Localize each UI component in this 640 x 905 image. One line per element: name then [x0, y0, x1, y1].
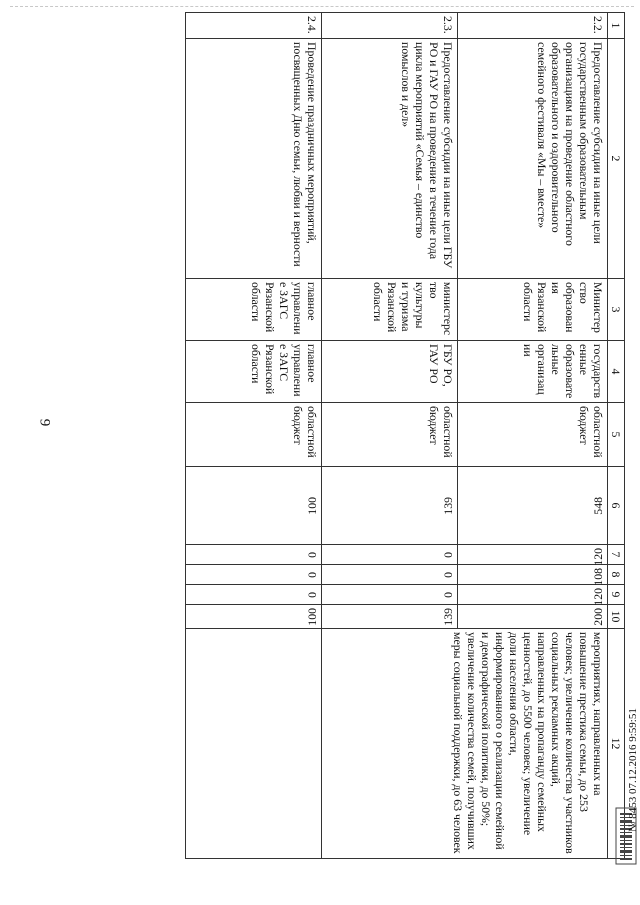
document-registration-footer: № 8453 07.12.2016 9:59:51: [627, 708, 639, 832]
program-table: [185, 12, 625, 859]
header-cell: 2: [608, 39, 625, 279]
row-year3-value: 0: [305, 591, 319, 598]
row-year2: [322, 565, 458, 585]
row-executor: главное управление ЗАГС Рязанской области: [186, 279, 322, 341]
header-cell: 6: [608, 467, 625, 545]
table-row: [458, 13, 608, 859]
row-description: Проведение праздничных мероприятий, посвященных Дню семьи, любви и верности: [186, 39, 322, 279]
row-year2: [458, 565, 608, 585]
row-year3: [458, 585, 608, 605]
row-indicator: [186, 629, 322, 859]
table-row: [186, 13, 322, 859]
row-source: областной бюджет: [186, 403, 322, 467]
row-year1: [186, 545, 322, 565]
row-year1-value: 120: [591, 548, 605, 566]
top-dashed-rule: [10, 6, 634, 7]
row-number: 2.3.: [322, 13, 458, 39]
page-number: 9: [36, 418, 53, 427]
row-year1-value: 0: [441, 551, 455, 558]
row-year4: [322, 605, 458, 629]
row-total-value: 100: [305, 496, 319, 515]
header-cell: 10: [608, 605, 625, 629]
row-total: [458, 467, 608, 545]
row-indicator: мероприятиях, направленных на повышение престижа семьи, до 253 человек; увеличение количества участников социальных рекламных акций, направленных на пропаганду семейных ценностей, до 5500 человек; увеличение доли населения области, информированного о реализации семейной и демографической политики, до 50%; увеличение количества семей, получивших меры социальной поддержки, до 63 человек: [322, 629, 608, 859]
row-year2-value: 108: [591, 568, 605, 586]
row-description: Предоставление субсидии на иные цели государственным образовательным организациям на проведение областного образовательного и оздоровительного семейного фестиваля «Мы – вместе»: [458, 39, 608, 279]
header-cell: 1: [608, 13, 625, 39]
row-source: областной бюджет: [458, 403, 608, 467]
row-year3: [186, 585, 322, 605]
row-participant: государственные образовательные организации: [458, 341, 608, 403]
header-cell: 8: [608, 565, 625, 585]
rotated-table-container: [185, 12, 625, 859]
row-year2-value: 0: [441, 571, 455, 578]
row-year4: [186, 605, 322, 629]
row-year4-value: 139: [441, 608, 455, 626]
row-year1: [458, 545, 608, 565]
header-cell: 9: [608, 585, 625, 605]
row-description: Предоставление субсидии на иные цели ГБУ РО и ГАУ РО на проведение в течение года цикла мероприятий «Семья – единство помыслов и дел»: [322, 39, 458, 279]
row-total-value: 139: [441, 496, 455, 515]
row-source: областной бюджет: [322, 403, 458, 467]
row-number: 2.4.: [186, 13, 322, 39]
row-year4: [458, 605, 608, 629]
header-cell: 3: [608, 279, 625, 341]
row-year3-value: 0: [441, 591, 455, 598]
row-year3: [322, 585, 458, 605]
row-year3-value: 120: [591, 588, 605, 606]
header-row: [608, 13, 625, 859]
row-year4-value: 100: [305, 608, 319, 626]
row-participant: ГБУ РО, ГАУ РО: [322, 341, 458, 403]
row-year1: [322, 545, 458, 565]
header-cell: 4: [608, 341, 625, 403]
header-cell: 7: [608, 545, 625, 565]
row-year4-value: 200: [591, 608, 605, 626]
row-year2: [186, 565, 322, 585]
row-year2-value: 0: [305, 571, 319, 578]
row-executor: министерство культуры и туризма Рязанской области: [322, 279, 458, 341]
header-cell: 5: [608, 403, 625, 467]
row-total: [322, 467, 458, 545]
row-number: 2.2.: [458, 13, 608, 39]
row-year1-value: 0: [305, 551, 319, 558]
row-total-value: 548: [591, 496, 605, 515]
row-total: [186, 467, 322, 545]
row-executor: Министерство образования Рязанской области: [458, 279, 608, 341]
row-participant: главное управление ЗАГС Рязанской области: [186, 341, 322, 403]
header-cell: 12: [608, 629, 625, 859]
